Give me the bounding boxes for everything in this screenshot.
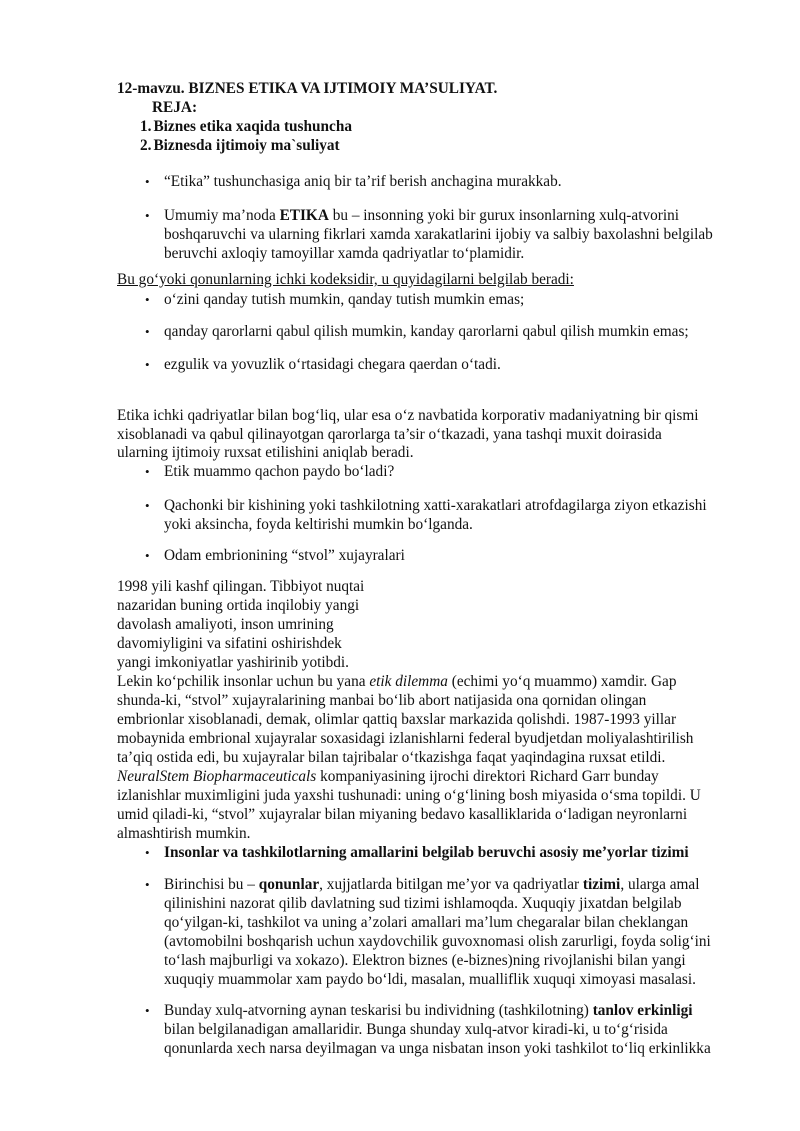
para2-line3: davolash amaliyoti, inson umrining: [117, 616, 334, 633]
bullet-marker: •: [145, 548, 150, 563]
bullet-freedom-line3: qonunlarda xech narsa deyilmagan va unga nisbatan inson yoki tashkilot to‘liq erkinlikka: [164, 1040, 711, 1057]
code-item-3: ezgulik va yovuzlik o‘rtasidagi chegara qaerdan o‘tadi.: [164, 356, 501, 373]
para3-line3: embrionlar xisoblanadi, demak, olimlar qattiq baxslar markazida qolishdi. 1987-1993 yillar: [117, 711, 677, 728]
para3-line7: izlanishlar muximligini juda yaxshi tushunadi: uning o‘g‘lining bosh miyasida o‘sma topildi. U: [117, 787, 701, 804]
document-title: 12-mavzu. BIZNES ETIKA VA IJTIMOIY MA’SULIYAT.: [117, 80, 498, 97]
bullet-etika-meaning-line3: beruvchi axloqiy tamoyillar xamda qadriyatlar to‘plamidir.: [164, 245, 525, 262]
bullet-freedom-line2: bilan belgilanadigan amallaridir. Bunga shunday xulq-atvor kiradi-ki, u to‘g‘risida: [164, 1021, 668, 1038]
bullet-marker: •: [145, 292, 150, 307]
code-intro: Bu go‘yoki qonunlarning ichki kodeksidir, u quyidagilarni belgilab beradi:: [117, 271, 574, 288]
plan-item-1: 1. Biznes etika xaqida tushuncha: [140, 118, 352, 135]
code-item-1: o‘zini qanday tutish mumkin, qanday tutish mumkin emas;: [164, 291, 525, 308]
bullet-norms-system: Insonlar va tashkilotlarning amallarini belgilab beruvchi asosiy me’yorlar tizimi: [164, 844, 689, 861]
bullet-etik-muammo: Etik muammo qachon paydo bo‘ladi?: [164, 463, 395, 480]
bullet-marker: •: [145, 845, 150, 860]
bullet-laws-line5: to‘lash majburligi va xokazo). Elektron biznes (e-biznes)ning rivojlanishi bilan yangi: [164, 952, 686, 969]
bullet-marker: •: [145, 324, 150, 339]
bullet-freedom-line1: Bunday xulq-atvorning aynan teskarisi bu individning (tashkilotning) tanlov erkinligi: [164, 1002, 693, 1019]
bullet-qachonki-line2: yoki aksincha, foyda keltirishi mumkin bo‘lganda.: [164, 516, 473, 533]
plan-label: REJA:: [152, 99, 198, 116]
bullet-laws-line6: xuquqiy muammolar xam paydo bo‘ldi, masalan, mualliflik xuquqi ximoyasi masalasi.: [164, 971, 696, 988]
para3-line1: Lekin ko‘pchilik insonlar uchun bu yana etik dilemma (echimi yo‘q muammo) xamdir. Gap: [117, 673, 677, 690]
bullet-marker: •: [145, 498, 150, 513]
para2-line4: davomiyligini va sifatini oshirishdek: [117, 635, 342, 652]
para2-line1: 1998 yili kashf qilingan. Tibbiyot nuqtai: [117, 578, 365, 595]
bullet-marker: •: [145, 464, 150, 479]
bullet-etika-definition: “Etika” tushunchasiga aniq bir ta’rif berish anchagina murakkab.: [164, 173, 562, 190]
bullet-marker: •: [145, 357, 150, 372]
bullet-laws-line3: qo‘yilgan-ki, tashkilot va uning a’zolari amallari ma’lum chegaralar bilan cheklangan: [164, 914, 689, 931]
bullet-laws-line1: Birinchisi bu – qonunlar, xujjatlarda bitilgan me’yor va qadriyatlar tizimi, ularga amal: [164, 876, 700, 893]
para1-line2: xisoblanadi va qabul qilinayotgan qarorlarga ta’sir o‘tkazadi, yana tashqi muxit doirasida: [117, 426, 662, 443]
plan-item-2: 2. Biznesda ijtimoiy ma`suliyat: [140, 137, 340, 154]
para3-line2: shunda-ki, “stvol” xujayralarining manbai bo‘lib abort natijasida ona qornidan olingan: [117, 692, 647, 709]
bullet-marker: •: [145, 208, 150, 223]
bullet-marker: •: [145, 1003, 150, 1018]
para3-line4: mobaynida embrional xujayralar soxasidagi izlanishlarni federal byudjetdan moliyalashtirilish: [117, 730, 694, 747]
para1-line3: ularning ijtimoiy ruxsat etilishini aniqlab beradi.: [117, 444, 414, 461]
bullet-qachonki-line1: Qachonki bir kishining yoki tashkilotning xatti-xarakatlari atrofdagilarga ziyon etkazishi: [164, 497, 707, 514]
para3-line8: umid qiladi-ki, “stvol” xujayralar bilan miyaning bedavo kasalliklarida o‘ladigan neyronlarni: [117, 806, 688, 823]
bullet-etika-meaning-line2: boshqaruvchi va ularning fikrlari xamda xarakatlarini ijobiy va salbiy baxolashni belgilab: [164, 226, 713, 243]
para3-line9: almashtirish mumkin.: [117, 825, 251, 842]
para2-line2: nazaridan buning ortida inqilobiy yangi: [117, 597, 360, 614]
bullet-marker: •: [145, 174, 150, 189]
code-item-2: qanday qarorlarni qabul qilish mumkin, kanday qarorlarni qabul qilish mumkin emas;: [164, 323, 689, 340]
bullet-etika-meaning-line1: Umumiy ma’noda ETIKA bu – insonning yoki bir gurux insonlarning xulq-atvorini: [164, 207, 679, 224]
para2-line5: yangi imkoniyatlar yashirinib yotibdi.: [117, 654, 349, 671]
bullet-laws-line2: qilinishini nazorat qilib davlatning sud tizimi ishlamoqda. Xuquqiy jixatdan belgilab: [164, 895, 682, 912]
para3-line6: NeuralStem Biopharmaceuticals kompaniyasining ijrochi direktori Richard Garr bunday: [117, 768, 659, 785]
bullet-laws-line4: (avtomobilni boshqarish uchun xaydovchilik guvoxnomasi olish zarurligi, foyda solig‘ini: [164, 933, 711, 950]
para1-line1: Etika ichki qadriyatlar bilan bog‘liq, ular esa o‘z navbatida korporativ madaniyatning bir qismi: [117, 407, 699, 424]
para3-line5: ta’qiq ostida edi, bu xujayralar bilan tajribalar o‘tkazishga faqat yaqindagina ruxsat etildi.: [117, 749, 666, 766]
bullet-marker: •: [145, 877, 150, 892]
bullet-stvol: Odam embrionining “stvol” xujayralari: [164, 547, 405, 564]
